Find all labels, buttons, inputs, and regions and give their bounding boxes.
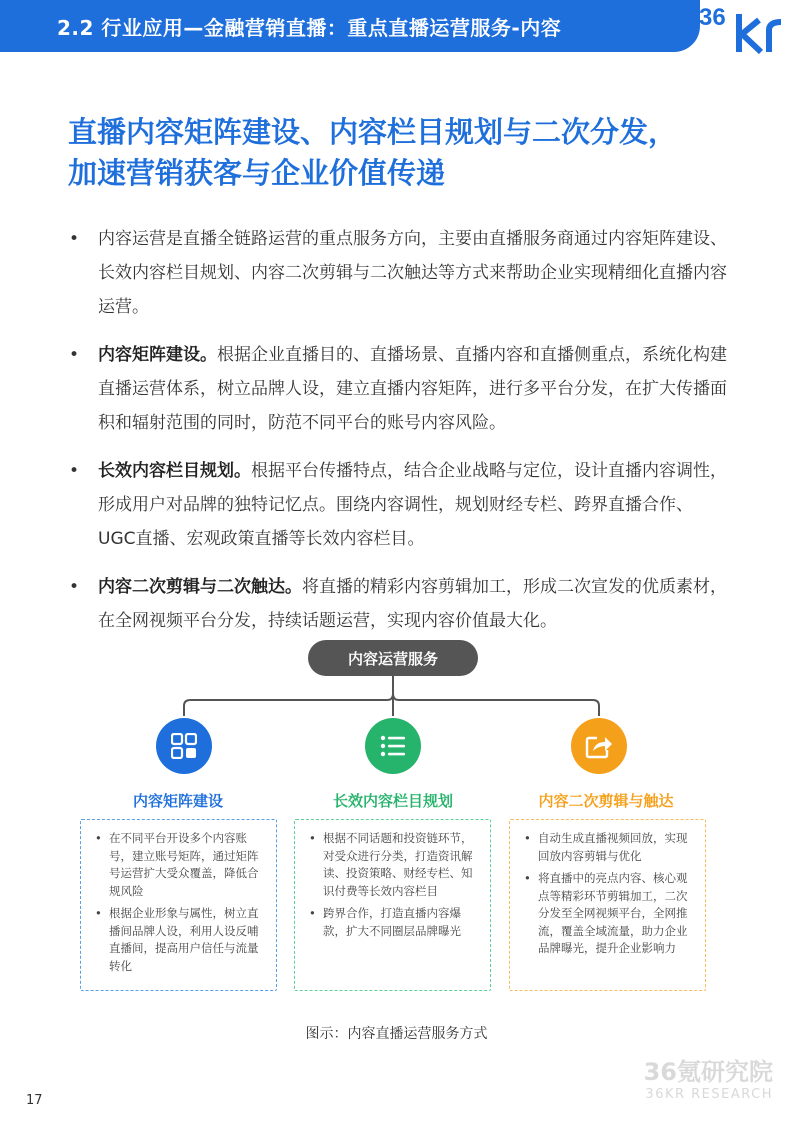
bullet-text: 内容运营是直播全链路运营的重点服务方向，主要由直播服务商通过内容矩阵建设、长效内容栏目规划、内容二次剪辑与二次触达等方式来帮助企业实现精细化直播内容运营。 xyxy=(98,229,727,317)
bullet-heading: 内容二次剪辑与二次触达。 xyxy=(98,577,302,597)
watermark-line-2: 36KR RESEARCH xyxy=(645,1087,773,1102)
bullet-heading: 长效内容栏目规划。 xyxy=(98,461,251,481)
list-item: • 在不同平台开设多个内容账号，建立账号矩阵，通过矩阵号运营扩大受众覆盖，降低合规风险 xyxy=(95,831,259,898)
header-bar xyxy=(0,0,700,52)
watermark-line-1: 36氪研究院 xyxy=(643,1058,773,1086)
bullet-item xyxy=(68,570,728,638)
watermark xyxy=(644,1058,773,1104)
service-diagram xyxy=(0,632,793,1032)
column-box-matrix xyxy=(80,819,277,991)
section-title: 2.2 行业应用—金融营销直播：重点直播运营服务-内容 xyxy=(57,15,562,40)
page-title-line-1: 直播内容矩阵建设、内容栏目规划与二次分发， xyxy=(68,115,678,149)
list-item: • 自动生成直播视频回放，实现回放内容剪辑与优化 xyxy=(524,831,688,863)
root-node: 内容运营服务 xyxy=(308,640,478,676)
page-title-line-2: 加速营销获客与企业价值传递 xyxy=(68,156,446,190)
bullet-item xyxy=(68,338,728,440)
column-title-distribution: 内容二次剪辑与触达 xyxy=(538,792,674,810)
bullet-item xyxy=(68,222,728,324)
column-title-matrix: 内容矩阵建设 xyxy=(132,792,223,810)
column-box-program xyxy=(294,819,491,991)
bullet-dot: • xyxy=(68,345,80,365)
list-item: • 根据不同话题和投资链环节，对受众进行分类，打造资讯解读、投资策略、财经专栏、知识付费等长效内容栏目 xyxy=(309,831,473,898)
list-item: • 跨界合作，打造直播内容爆款，扩大不同圈层品牌曝光 xyxy=(309,906,461,938)
bullet-text: 将直播的精彩内容剪辑加工，形成二次宣发的优质素材，在全网视频平台分发，持续话题运营，实现内容价值最大化。 xyxy=(98,577,727,631)
bullet-item xyxy=(68,454,728,556)
svg-text:36: 36 xyxy=(699,4,726,31)
page-title xyxy=(68,112,748,194)
share-icon xyxy=(571,718,627,774)
column-box-distribution xyxy=(509,819,706,991)
bullet-text: 根据平台传播特点，结合企业战略与定位，设计直播内容调性，形成用户对品牌的独特记忆点。围绕内容调性，规划财经专栏、跨界直播合作、UGC直播、宏观政策直播等长效内容栏目。 xyxy=(98,461,727,549)
figure-caption: 图示：内容直播运营服务方式 xyxy=(305,1026,488,1042)
bullet-dot: • xyxy=(68,461,80,481)
bullet-heading: 内容矩阵建设。 xyxy=(98,345,217,365)
column-title-program: 长效内容栏目规划 xyxy=(332,792,453,810)
bullet-list xyxy=(68,222,728,652)
bullet-dot: • xyxy=(68,577,80,597)
list-item: • 根据企业形象与属性，树立直播间品牌人设，利用人设反哺直播间，提高用户信任与流量转化 xyxy=(95,906,259,973)
bullet-dot: • xyxy=(68,229,80,249)
list-icon xyxy=(365,718,421,774)
36kr-logo xyxy=(697,0,787,56)
grid-icon xyxy=(156,718,212,774)
page-number: 17 xyxy=(26,1093,43,1108)
list-item: • 将直播中的亮点内容、核心观点等精彩环节剪辑加工，二次分发至全网视频平台，全网推流，覆盖全域流量，助力企业品牌曝光，提升企业影响力 xyxy=(524,871,688,955)
bullet-text: 根据企业直播目的、直播场景、直播内容和直播侧重点，系统化构建直播运营体系，树立品牌人设，建立直播内容矩阵，进行多平台分发，在扩大传播面积和辐射范围的同时，防范不同平台的账号内容风险。 xyxy=(98,345,727,433)
